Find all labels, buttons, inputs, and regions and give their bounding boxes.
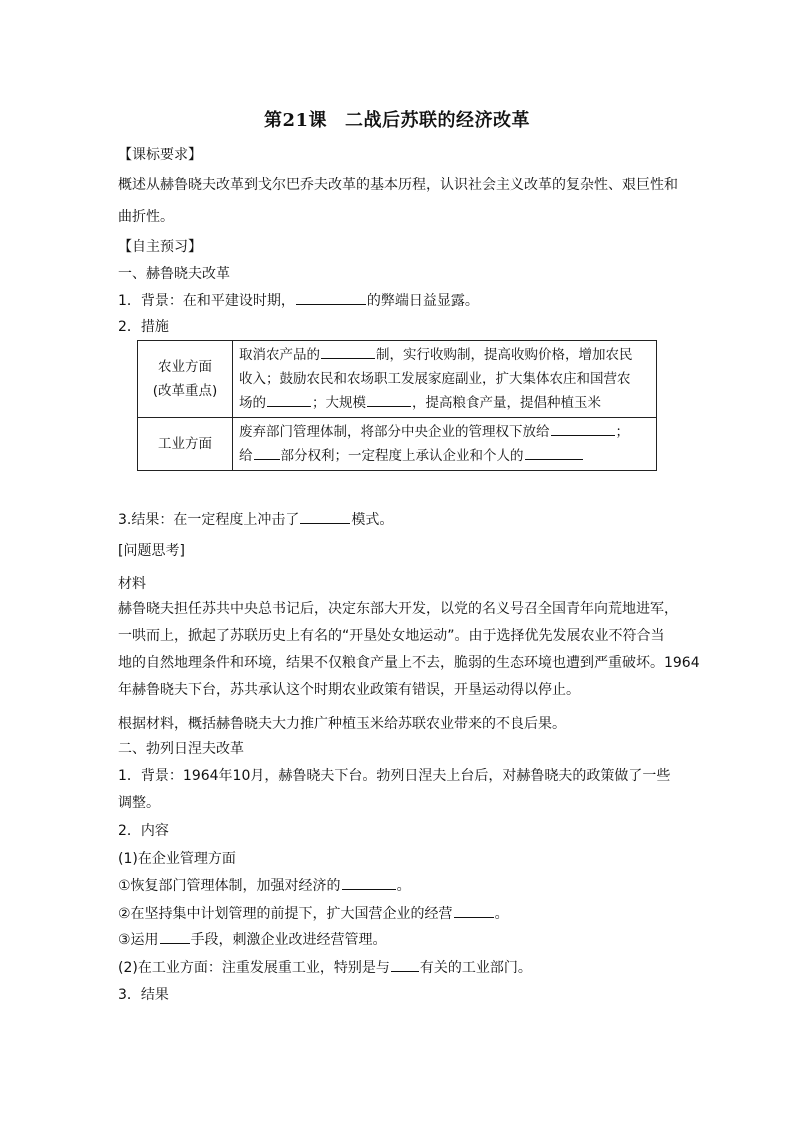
lesson-number: 第21课	[263, 110, 328, 131]
answer-blank[interactable]	[267, 391, 311, 407]
lesson-title: 二战后苏联的经济改革	[345, 110, 531, 131]
answer-blank[interactable]	[296, 289, 366, 305]
requirements-text-line1: 概述从赫鲁晓夫改革到戈尔巴乔夫改革的基本历程，认识社会主义改革的复杂性、艰巨性和	[118, 177, 678, 193]
industry-item: (2)在工业方面：注重发展重工业，特别是与 有关的工业部门。	[118, 956, 532, 979]
material-line2: 一哄而上，掀起了苏联历史上有名的“开垦处女地运动”。由于选择优先发展农业不符合当	[118, 628, 665, 644]
material-label: 材料	[118, 576, 146, 592]
agriculture-content-cell: 取消农产品的 制，实行收购制，提高收购价格，增加农民 收入；鼓励农民和农场职工发展家庭副业，扩大集体农庄和国营农 场的 ；大规模 ，提高粮食产量，提倡种植玉米	[233, 341, 657, 418]
section2-title: 二、勃列日涅夫改革	[118, 741, 244, 757]
answer-blank[interactable]	[254, 444, 280, 460]
answer-blank[interactable]	[454, 902, 494, 918]
brezhnev-background-line1: 1．背景：1964年10月，赫鲁晓夫下台。勃列日涅夫上台后，对赫鲁晓夫的政策做了一些	[118, 768, 671, 784]
khrushchev-result: 3.结果：在一定程度上冲击了 模式。	[118, 508, 393, 531]
enterprise-item-1: ①恢复部门管理体制，加强对经济的 。	[118, 874, 411, 897]
answer-blank[interactable]	[367, 391, 411, 407]
section1-title: 一、赫鲁晓夫改革	[118, 266, 230, 282]
material-line4: 年赫鲁晓夫下台，苏共承认这个时期农业政策有错误，开垦运动得以停止。	[118, 682, 580, 698]
brezhnev-result-title: 3．结果	[118, 987, 169, 1003]
requirements-heading: 【课标要求】	[118, 147, 202, 163]
content-title: 2．内容	[118, 823, 169, 839]
material-line1: 赫鲁晓夫担任苏共中央总书记后，决定东部大开发，以党的名义号召全国青年向荒地进军，	[118, 601, 678, 617]
requirements-text-line2: 曲折性。	[118, 209, 174, 225]
page-title	[0, 106, 794, 132]
thinking-question: 根据材料，概括赫鲁晓夫大力推广种植玉米给苏联农业带来的不良后果。	[118, 716, 566, 732]
enterprise-subtitle: (1)在企业管理方面	[118, 851, 236, 867]
agriculture-label-cell: 农业方面 (改革重点)	[138, 341, 233, 418]
enterprise-item-3: ③运用 手段，刺激企业改进经营管理。	[118, 928, 387, 951]
brezhnev-background-line2: 调整。	[118, 795, 160, 811]
answer-blank[interactable]	[342, 874, 396, 890]
measures-title: 2．措施	[118, 319, 169, 335]
answer-blank[interactable]	[551, 420, 615, 436]
table-row	[138, 418, 657, 471]
answer-blank[interactable]	[391, 956, 419, 972]
measures-table	[137, 340, 657, 471]
answer-blank[interactable]	[321, 343, 375, 359]
industry-content-cell: 废弃部门管理体制，将部分中央企业的管理权下放给 ； 给 部分权利；一定程度上承认企业和个人的	[233, 418, 657, 471]
khrushchev-background: 1．背景：在和平建设时期， 的弊端日益显露。	[118, 289, 479, 312]
preview-heading: 【自主预习】	[118, 239, 202, 255]
enterprise-item-2: ②在坚持集中计划管理的前提下，扩大国营企业的经营 。	[118, 902, 509, 925]
answer-blank[interactable]	[160, 928, 190, 944]
answer-blank[interactable]	[300, 508, 350, 524]
industry-label-cell: 工业方面	[138, 418, 233, 471]
answer-blank[interactable]	[525, 444, 583, 460]
thinking-heading: [问题思考]	[118, 543, 185, 559]
table-row	[138, 341, 657, 418]
material-line3: 地的自然地理条件和环境，结果不仅粮食产量上不去，脆弱的生态环境也遭到严重破坏。1964	[118, 655, 700, 671]
